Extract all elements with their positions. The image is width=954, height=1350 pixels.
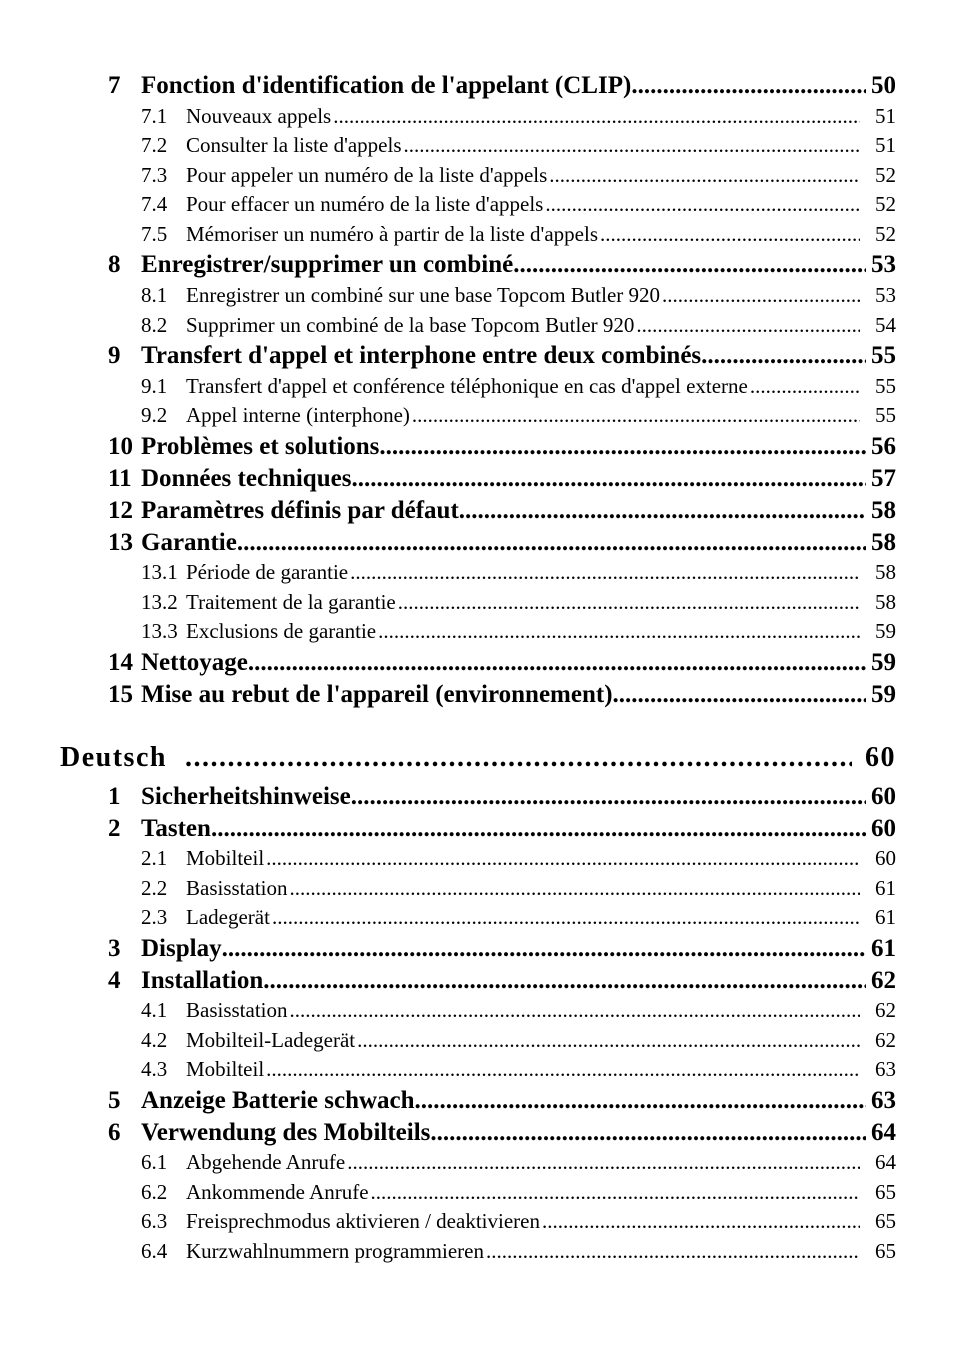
entry-title: Kurzwahlnummern programmieren	[186, 1239, 484, 1263]
dot-leader	[600, 222, 860, 247]
toc-entry-sub[interactable]	[141, 374, 896, 399]
entry-number: 13.1	[141, 560, 178, 584]
toc-entry-sub[interactable]	[141, 313, 896, 338]
dot-leader	[248, 649, 866, 677]
entry-title: Traitement de la garantie	[186, 590, 396, 614]
entry-page: 65	[875, 1209, 896, 1233]
dot-leader	[545, 192, 860, 217]
entry-title: Enregistrer un combiné sur une base Topcom Butler 920	[186, 283, 661, 307]
dot-leader	[613, 681, 866, 709]
dot-leader	[350, 560, 860, 585]
entry-title: Exclusions de garantie	[186, 619, 377, 643]
entry-number: 14	[108, 649, 133, 676]
entry-title: Mobilteil	[186, 846, 265, 870]
dot-leader	[290, 876, 860, 901]
entry-title: Données techniques	[141, 465, 352, 492]
dot-leader	[662, 283, 860, 308]
toc-entry-sub[interactable]	[141, 104, 896, 129]
dot-leader	[237, 529, 866, 557]
entry-page: 65	[875, 1239, 896, 1263]
toc-entry-main[interactable]	[108, 681, 896, 709]
toc-entry-sub[interactable]	[141, 846, 896, 871]
entry-page: 52	[875, 163, 896, 187]
toc-entry-sub[interactable]	[141, 1028, 896, 1053]
entry-number: 4.3	[141, 1057, 168, 1081]
entry-title: Période de garantie	[186, 560, 349, 584]
entry-page: 58	[871, 529, 896, 556]
dot-leader	[486, 1239, 860, 1264]
entry-page: 61	[871, 935, 896, 962]
section-title: Deutsch	[60, 742, 167, 773]
toc-entry-main[interactable]	[108, 649, 896, 677]
entry-number: 13.2	[141, 590, 178, 614]
entry-number: 7.1	[141, 104, 168, 128]
entry-number: 9	[108, 342, 121, 369]
dot-leader	[185, 742, 852, 774]
entry-number: 11	[108, 465, 132, 492]
entry-page: 63	[875, 1057, 896, 1081]
toc-entry-sub[interactable]	[141, 560, 896, 585]
toc-entry-sub[interactable]	[141, 1180, 896, 1205]
entry-title: Transfert d'appel et conférence téléphonique en cas d'appel externe	[186, 374, 748, 398]
entry-number: 6.4	[141, 1239, 168, 1263]
dot-leader	[549, 163, 860, 188]
entry-page: 58	[871, 497, 896, 524]
entry-title: Pour effacer un numéro de la liste d'appels	[186, 192, 544, 216]
entry-number: 3	[108, 935, 121, 962]
dot-leader	[351, 465, 866, 493]
entry-title: Pour appeler un numéro de la liste d'appels	[186, 163, 548, 187]
toc-entry-sub[interactable]	[141, 998, 896, 1023]
entry-title: Appel interne (interphone)	[186, 403, 410, 427]
entry-page: 62	[871, 967, 896, 994]
dot-leader	[631, 72, 866, 100]
entry-page: 50	[871, 72, 896, 99]
toc-entry-sub[interactable]	[141, 905, 896, 930]
dot-leader	[542, 1209, 860, 1234]
toc-entry-sub[interactable]	[141, 619, 896, 644]
toc-entry-sub[interactable]	[141, 192, 896, 217]
dot-leader	[333, 104, 860, 129]
entry-number: 7.3	[141, 163, 168, 187]
dot-leader	[378, 619, 860, 644]
entry-title: Tasten	[141, 815, 211, 842]
toc-entry-sub[interactable]	[141, 222, 896, 247]
toc-entry-sub[interactable]	[141, 1057, 896, 1082]
dot-leader	[266, 846, 860, 871]
toc-entry-main[interactable]	[108, 433, 896, 461]
entry-title: Display	[141, 935, 222, 962]
toc-entry-main[interactable]	[108, 783, 896, 811]
entry-page: 56	[871, 433, 896, 460]
toc-entry-main[interactable]	[108, 465, 896, 493]
toc-entry-main[interactable]	[108, 529, 896, 557]
entry-title: Fonction d'identification de l'appelant (CLIP)	[141, 72, 632, 99]
entry-page: 60	[865, 742, 896, 773]
entry-number: 7.5	[141, 222, 168, 246]
dot-leader	[701, 342, 866, 370]
entry-number: 1	[108, 783, 121, 810]
dot-leader	[404, 133, 861, 158]
entry-page: 65	[875, 1180, 896, 1204]
entry-title: Basisstation	[186, 876, 288, 900]
entry-title: Ankommende Anrufe	[186, 1180, 369, 1204]
entry-title: Anzeige Batterie schwach	[141, 1087, 415, 1114]
entry-number: 7	[108, 72, 121, 99]
entry-number: 2.3	[141, 905, 168, 929]
toc-entry-sub[interactable]	[141, 590, 896, 615]
toc-entry-sub[interactable]	[141, 163, 896, 188]
entry-number: 8.1	[141, 283, 168, 307]
entry-number: 7.2	[141, 133, 168, 157]
dot-leader	[750, 374, 860, 399]
entry-title: Transfert d'appel et interphone entre deux combinés	[141, 342, 702, 369]
dot-leader	[412, 403, 860, 428]
entry-page: 54	[875, 313, 896, 337]
toc-entry-main[interactable]	[108, 251, 896, 279]
entry-title: Mémoriser un numéro à partir de la liste d'appels	[186, 222, 598, 246]
entry-number: 13.3	[141, 619, 178, 643]
entry-page: 64	[871, 1119, 896, 1146]
dot-leader	[347, 1150, 860, 1175]
dot-leader	[636, 313, 860, 338]
toc-entry-main[interactable]	[108, 935, 896, 963]
entry-number: 4	[108, 967, 121, 994]
entry-title: Consulter la liste d'appels	[186, 133, 402, 157]
entry-title: Installation	[141, 967, 264, 994]
entry-number: 2.1	[141, 846, 168, 870]
entry-title: Sicherheitshinweise	[141, 783, 351, 810]
toc-entry-sub[interactable]	[141, 1209, 896, 1234]
toc-entry-sub[interactable]	[141, 876, 896, 901]
entry-number: 5	[108, 1087, 121, 1114]
toc-language-section[interactable]	[60, 742, 896, 774]
entry-page: 61	[875, 876, 896, 900]
entry-number: 9.1	[141, 374, 168, 398]
dot-leader	[290, 998, 860, 1023]
entry-page: 60	[871, 783, 896, 810]
entry-page: 55	[875, 374, 896, 398]
toc-entry-main[interactable]	[108, 967, 896, 995]
entry-page: 51	[875, 133, 896, 157]
entry-number: 4.1	[141, 998, 168, 1022]
entry-number: 6.2	[141, 1180, 168, 1204]
dot-leader	[371, 1180, 860, 1205]
entry-title: Enregistrer/supprimer un combiné	[141, 251, 514, 278]
entry-page: 53	[871, 251, 896, 278]
entry-page: 59	[871, 649, 896, 676]
dot-leader	[357, 1028, 860, 1053]
toc-entry-sub[interactable]	[141, 133, 896, 158]
entry-page: 55	[875, 403, 896, 427]
entry-number: 7.4	[141, 192, 168, 216]
entry-number: 12	[108, 497, 133, 524]
dot-leader	[379, 433, 866, 461]
toc-entry-main[interactable]	[108, 342, 896, 370]
entry-page: 52	[875, 192, 896, 216]
entry-page: 57	[871, 465, 896, 492]
dot-leader	[398, 590, 860, 615]
toc-entry-main[interactable]	[108, 72, 896, 100]
entry-page: 60	[871, 815, 896, 842]
entry-number: 6	[108, 1119, 121, 1146]
entry-number: 13	[108, 529, 133, 556]
entry-page: 55	[871, 342, 896, 369]
entry-page: 58	[875, 560, 896, 584]
entry-number: 10	[108, 433, 133, 460]
entry-number: 8	[108, 251, 121, 278]
entry-page: 62	[875, 998, 896, 1022]
entry-number: 6.3	[141, 1209, 168, 1233]
dot-leader	[513, 251, 866, 279]
entry-number: 15	[108, 681, 133, 708]
entry-page: 60	[875, 846, 896, 870]
dot-leader	[430, 1119, 866, 1147]
toc-entry-sub[interactable]	[141, 1150, 896, 1175]
entry-number: 6.1	[141, 1150, 168, 1174]
entry-title: Freisprechmodus aktivieren / deaktivieren	[186, 1209, 540, 1233]
entry-number: 8.2	[141, 313, 168, 337]
toc-entry-sub[interactable]	[141, 403, 896, 428]
entry-number: 9.2	[141, 403, 168, 427]
entry-title: Mobilteil-Ladegerät	[186, 1028, 356, 1052]
entry-title: Supprimer un combiné de la base Topcom Butler 920	[186, 313, 635, 337]
entry-title: Nouveaux appels	[186, 104, 332, 128]
dot-leader	[351, 783, 866, 811]
toc-entry-main[interactable]	[108, 815, 896, 843]
entry-page: 53	[875, 283, 896, 307]
entry-title: Mise au rebut de l'appareil (environnement)	[141, 681, 613, 708]
entry-title: Basisstation	[186, 998, 288, 1022]
toc-entry-sub[interactable]	[141, 283, 896, 308]
entry-title: Ladegerät	[186, 905, 270, 929]
entry-title: Verwendung des Mobilteils	[141, 1119, 431, 1146]
entry-title: Garantie	[141, 529, 237, 556]
toc-entry-sub[interactable]	[141, 1239, 896, 1264]
entry-page: 52	[875, 222, 896, 246]
entry-title: Nettoyage	[141, 649, 248, 676]
dot-leader	[415, 1087, 866, 1115]
entry-title: Abgehende Anrufe	[186, 1150, 346, 1174]
dot-leader	[459, 497, 866, 525]
entry-page: 61	[875, 905, 896, 929]
entry-number: 2.2	[141, 876, 168, 900]
entry-number: 4.2	[141, 1028, 168, 1052]
toc-entry-main[interactable]	[108, 1119, 896, 1147]
dot-leader	[266, 1057, 860, 1082]
entry-title: Problèmes et solutions	[141, 433, 380, 460]
dot-leader	[222, 935, 866, 963]
entry-title: Paramètres définis par défaut	[141, 497, 459, 524]
entry-number: 2	[108, 815, 121, 842]
toc-entry-main[interactable]	[108, 1087, 896, 1115]
entry-title: Mobilteil	[186, 1057, 265, 1081]
entry-page: 58	[875, 590, 896, 614]
dot-leader	[272, 905, 860, 930]
entry-page: 51	[875, 104, 896, 128]
toc-entry-main[interactable]	[108, 497, 896, 525]
entry-page: 63	[871, 1087, 896, 1114]
entry-page: 64	[875, 1150, 896, 1174]
dot-leader	[263, 967, 866, 995]
dot-leader	[211, 815, 866, 843]
entry-page: 59	[875, 619, 896, 643]
entry-page: 62	[875, 1028, 896, 1052]
entry-page: 59	[871, 681, 896, 708]
